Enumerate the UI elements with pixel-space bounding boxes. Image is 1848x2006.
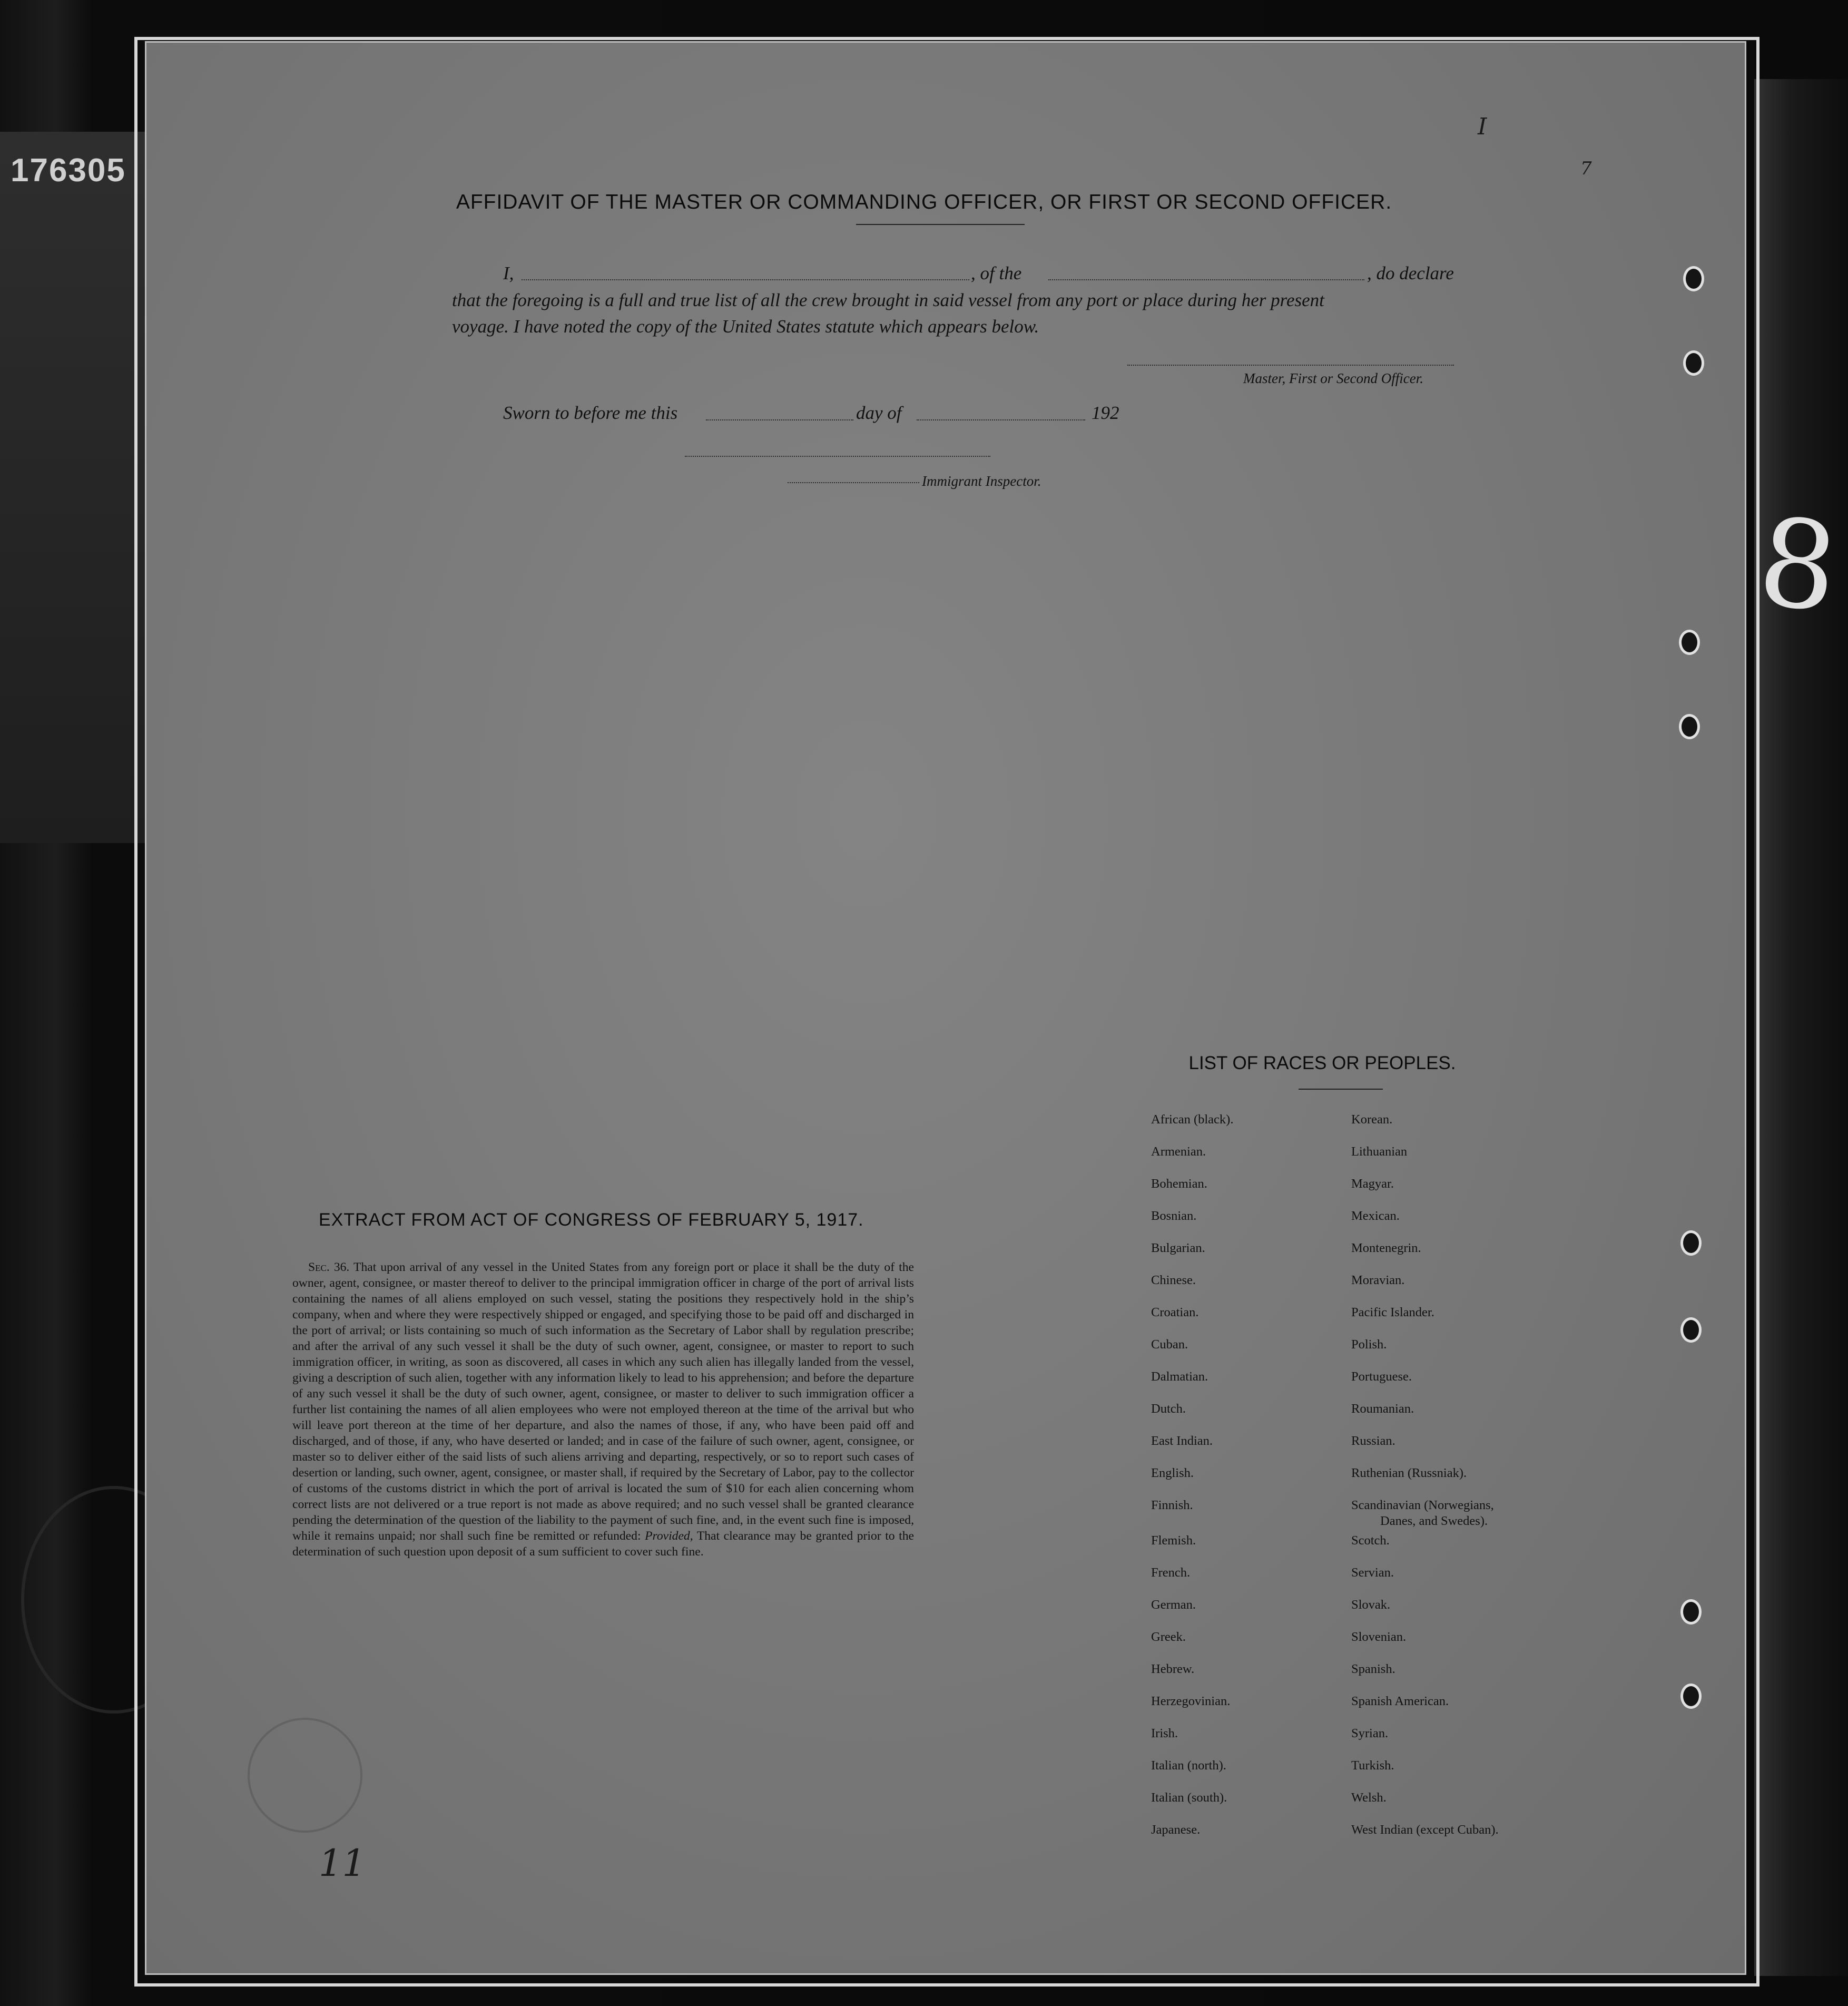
races-column-2 — [1351, 1112, 1499, 1854]
race-item: Roumanian. — [1351, 1402, 1414, 1416]
extract-title: EXTRACT FROM ACT OF CONGRESS OF FEBRUARY 5, 1917. — [319, 1210, 864, 1230]
race-item-scandinavian — [1351, 1498, 1499, 1533]
month-blank — [917, 419, 1085, 420]
race-item: French. — [1151, 1565, 1191, 1580]
punch-hole — [1680, 1230, 1702, 1256]
affidavit-of-the: , of the — [971, 263, 1022, 283]
affidavit-i: I, — [503, 263, 514, 283]
faded-oval-stamp — [248, 1718, 362, 1833]
race-item: Armenian. — [1151, 1144, 1206, 1159]
race-item: Herzegovinian. — [1151, 1694, 1231, 1708]
punch-hole — [1683, 350, 1704, 376]
affidavit-line-2: that the foregoing is a full and true list of all the crew brought in said vessel from any port or place during her present — [452, 290, 1324, 310]
vessel-blank — [1048, 279, 1364, 280]
affidavit-line-3: voyage. I have noted the copy of the United States statute which appears below. — [452, 316, 1039, 337]
affidavit-title: AFFIDAVIT OF THE MASTER OR COMMANDING OFFICER, OR FIRST OR SECOND OFFICER. — [456, 191, 1392, 213]
race-item: Greek. — [1151, 1630, 1186, 1644]
inspector-signature-blank — [685, 456, 990, 457]
race-item: Cuban. — [1151, 1337, 1188, 1352]
extract-body — [292, 1259, 914, 1560]
race-item: Welsh. — [1351, 1790, 1387, 1805]
pencil-mark-bottom: 11 — [319, 1842, 366, 1885]
section-label: Sec. 36. — [308, 1260, 350, 1274]
race-item: Lithuanian — [1351, 1144, 1408, 1159]
race-item: German. — [1151, 1598, 1196, 1612]
inspector-leader — [788, 482, 919, 483]
race-item: Slovenian. — [1351, 1630, 1407, 1644]
top-tick-mark: I — [1478, 113, 1487, 140]
extract-text-b: That clearance may be granted prior to the determination of such question upon deposit of a sum sufficient to cover such fine. — [292, 1529, 914, 1559]
signature-label: Master, First or Second Officer. — [1243, 370, 1423, 386]
race-item: Chinese. — [1151, 1273, 1196, 1287]
extract-text-a: That upon arrival of any vessel in the United States from any foreign port or place it shall be the duty of the owner, agent, consignee, or master thereof to deliver to the principal immigration officer in charge of the port of arrival lists containing the names of all aliens employed on such vessel, stating the positions they respectively hold in the ship’s company, when and where they were respectively shipped or engaged, and specifying those to be paid off and discharged in the port of arrival; or lists containing so much of such information as the Secretary of Labor shall by regulation prescribe; and after the arrival of any such vessel it shall be the duty of such owner, agent, consignee, or master to report to such immigration officer, in writing, as soon as discovered, all cases in which any such alien has illegally landed from the vessel, giving a description of such alien, together with any information likely to lead to his apprehension; and before the departure of any such vessel it shall be the duty of such owner, agent, consignee, or master to deliver to such immigration officer a further list containing the names of all alien employees who were not employed thereon at the time of the arrival but who will leave port thereon at the time of her departure, and also the names of those, if any, who have been paid off and discharged, and of those, if any, who have deserted or landed; and in case of the failure of such owner, agent, consignee, or master so to deliver either of the said lists of such aliens arriving and departing, respectively, or so to report such cases of desertion or landing, such owner, agent, consignee, or master shall, if required by the Secretary of Labor, pay to the collector of customs of the customs district in which the port of arrival is located the sum of $10 for each alien concerning whom correct lists are not delivered or a true report is not made as above required; and no such vessel shall be granted clearance pending the determination of the question of the liability to the payment of such fine, and, in the event such fine is imposed, while it remains unpaid; nor shall such fine be remitted or refunded: — [292, 1260, 914, 1543]
race-item: Slovak. — [1351, 1598, 1391, 1612]
race-item: Magyar. — [1351, 1177, 1394, 1191]
race-item: Korean. — [1351, 1112, 1393, 1127]
day-blank — [706, 419, 853, 420]
race-item: Syrian. — [1351, 1726, 1389, 1740]
race-item: West Indian (except Cuban). — [1351, 1823, 1499, 1837]
right-page-strip — [1754, 79, 1848, 1976]
title-rule — [856, 224, 1025, 225]
races-column-1 — [1151, 1112, 1233, 1854]
race-item: English. — [1151, 1466, 1194, 1480]
race-item: Croatian. — [1151, 1305, 1199, 1319]
race-item: Hebrew. — [1151, 1662, 1195, 1676]
race-item: Moravian. — [1351, 1273, 1405, 1287]
race-item: Russian. — [1351, 1434, 1395, 1448]
race-item: Montenegrin. — [1351, 1241, 1421, 1255]
race-item: Dutch. — [1151, 1402, 1186, 1416]
race-item: East Indian. — [1151, 1434, 1213, 1448]
race-item: Finnish. — [1151, 1498, 1193, 1512]
name-blank — [522, 279, 969, 280]
top-right-mark: 7 — [1580, 158, 1592, 179]
race-item: Polish. — [1351, 1337, 1387, 1352]
year-text: 192 — [1092, 403, 1119, 423]
race-item: Dalmatian. — [1151, 1369, 1208, 1384]
punch-hole — [1679, 630, 1700, 655]
race-item: Spanish American. — [1351, 1694, 1449, 1708]
race-item: Pacific Islander. — [1351, 1305, 1434, 1319]
race-item: Bohemian. — [1151, 1177, 1207, 1191]
race-item: Italian (north). — [1151, 1758, 1226, 1773]
bleed-through-header — [253, 92, 1649, 177]
race-item-text: Scandinavian (Norwegians, — [1351, 1498, 1494, 1512]
race-item: Servian. — [1351, 1565, 1394, 1580]
inspector-label: Immigrant Inspector. — [922, 473, 1041, 489]
race-item: Scotch. — [1351, 1533, 1390, 1548]
race-item: Flemish. — [1151, 1533, 1196, 1548]
punch-hole — [1679, 714, 1700, 739]
stamp-number: 176305 — [11, 152, 126, 189]
punch-hole — [1680, 1684, 1702, 1709]
day-of-text: day of — [856, 403, 902, 423]
sworn-text: Sworn to before me this — [503, 403, 678, 423]
provided-word: Provided, — [645, 1529, 693, 1543]
race-item: Irish. — [1151, 1726, 1178, 1740]
race-item: Japanese. — [1151, 1823, 1201, 1837]
race-item: Turkish. — [1351, 1758, 1394, 1773]
race-item-continuation: Danes, and Swedes). — [1380, 1514, 1488, 1528]
signature-blank — [1127, 365, 1454, 366]
race-item: African (black). — [1151, 1112, 1234, 1127]
affidavit-declare: , do declare — [1367, 263, 1454, 283]
races-title: LIST OF RACES OR PEOPLES. — [1188, 1053, 1456, 1073]
race-item: Portuguese. — [1351, 1369, 1412, 1384]
race-item: Spanish. — [1351, 1662, 1395, 1676]
race-item: Mexican. — [1351, 1209, 1400, 1223]
race-item: Bosnian. — [1151, 1209, 1197, 1223]
punch-hole — [1680, 1317, 1702, 1343]
race-item: Italian (south). — [1151, 1790, 1227, 1805]
race-item: Ruthenian (Russniak). — [1351, 1466, 1467, 1480]
races-rule — [1299, 1089, 1383, 1090]
race-item: Bulgarian. — [1151, 1241, 1205, 1255]
punch-hole — [1683, 266, 1704, 291]
pencil-mark-right: 8 — [1752, 492, 1844, 640]
punch-hole — [1680, 1599, 1702, 1625]
